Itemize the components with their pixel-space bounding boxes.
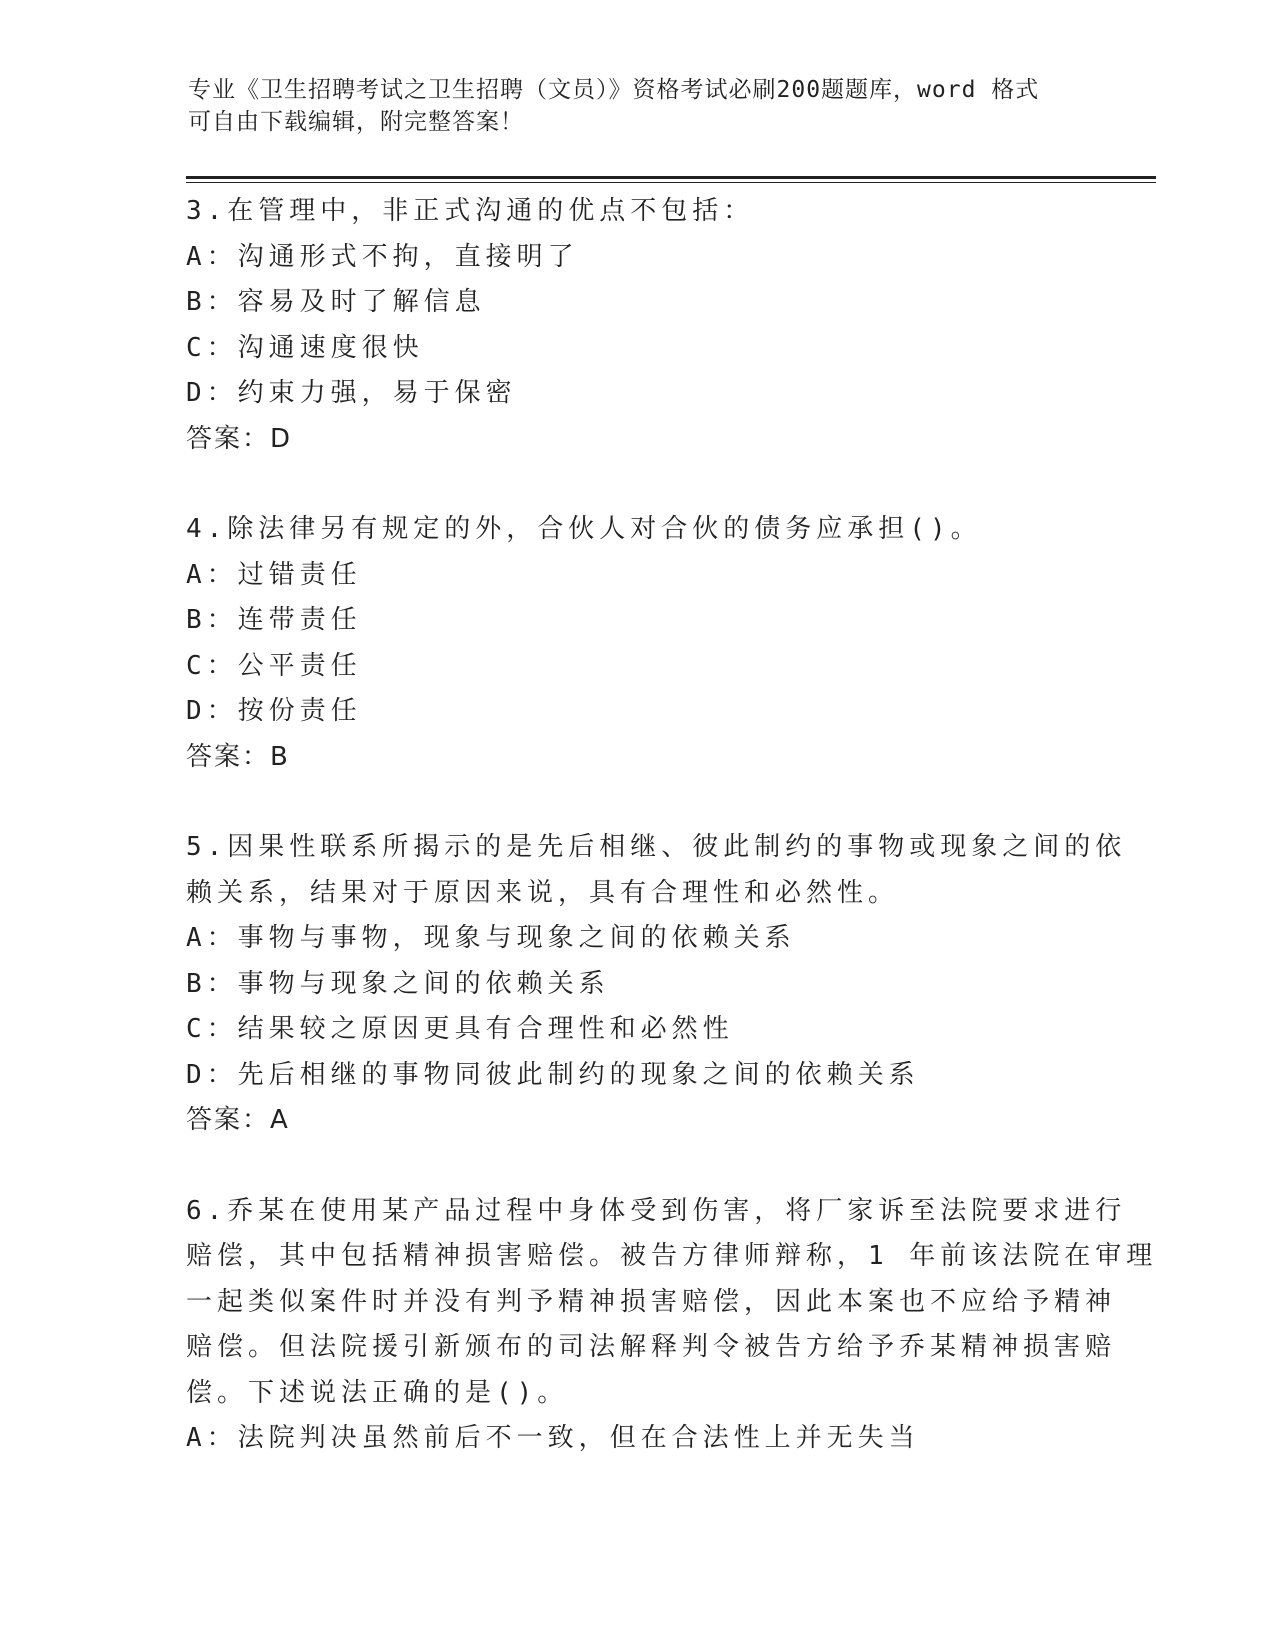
question-3 — [186, 189, 1086, 462]
question-4 — [186, 507, 1086, 780]
option-b: B：事物与现象之间的依赖关系 — [186, 968, 610, 999]
option-b: B：容易及时了解信息 — [186, 287, 486, 317]
option-d: D：按份责任 — [186, 696, 362, 726]
option-a: A：事物与事物，现象与现象之间的依赖关系 — [186, 923, 796, 953]
option-c: C：结果较之原因更具有合理性和必然性 — [186, 1014, 734, 1044]
question-stem-line-2: 赖关系，结果对于原因来说，具有合理性和必然性。 — [186, 877, 900, 908]
question-stem: 3.在管理中，非正式沟通的优点不包括： — [186, 196, 755, 226]
option-d: D：约束力强，易于保密 — [186, 378, 517, 408]
option-a: A：法院判决虽然前后不一致，但在合法性上并无失当 — [186, 1423, 920, 1453]
option-a: A：过错责任 — [186, 559, 362, 590]
header-divider-thin — [186, 182, 1156, 183]
question-5 — [186, 825, 1127, 1144]
answer-label: 答案：D — [186, 423, 293, 454]
question-stem-line-1: 6.乔某在使用某产品过程中身体受到伤害，将厂家诉至法院要求进行 — [186, 1195, 1127, 1226]
option-c: C：沟通速度很快 — [186, 332, 424, 363]
question-stem-line-4: 赔偿。但法院援引新颁布的司法解释判令被告方给予乔某精神损害赔 — [186, 1332, 1117, 1362]
option-a: A：沟通形式不拘，直接明了 — [186, 241, 579, 272]
question-stem: 4.除法律另有规定的外，合伙人对合伙的债务应承担()。 — [186, 514, 982, 544]
option-b: B：连带责任 — [186, 605, 362, 635]
question-stem-line-2: 赔偿，其中包括精神损害赔偿。被告方律师辩称，1 年前该法院在审理 — [186, 1241, 1158, 1271]
option-d: D：先后相继的事物同彼此制约的现象之间的依赖关系 — [186, 1059, 920, 1090]
header-line-1: 专业《卫生招聘考试之卫生招聘（文员）》资格考试必刷200题题库，word 格式 — [188, 77, 1040, 103]
header-divider-thick — [186, 176, 1156, 179]
question-list — [186, 189, 1158, 1507]
answer-label: 答案：B — [186, 741, 290, 772]
header-line-2: 可自由下载编辑，附完整答案！ — [188, 109, 524, 135]
question-6 — [186, 1189, 1158, 1462]
answer-label: 答案：A — [186, 1105, 290, 1135]
question-stem-line-5: 偿。下述说法正确的是()。 — [186, 1377, 569, 1408]
option-c: C：公平责任 — [186, 650, 362, 681]
question-stem-line-3: 一起类似案件时并没有判予精神损害赔偿，因此本案也不应给予精神 — [186, 1286, 1117, 1317]
document-header — [188, 74, 1088, 138]
question-stem-line-1: 5.因果性联系所揭示的是先后相继、彼此制约的事物或现象之间的依 — [186, 832, 1127, 862]
